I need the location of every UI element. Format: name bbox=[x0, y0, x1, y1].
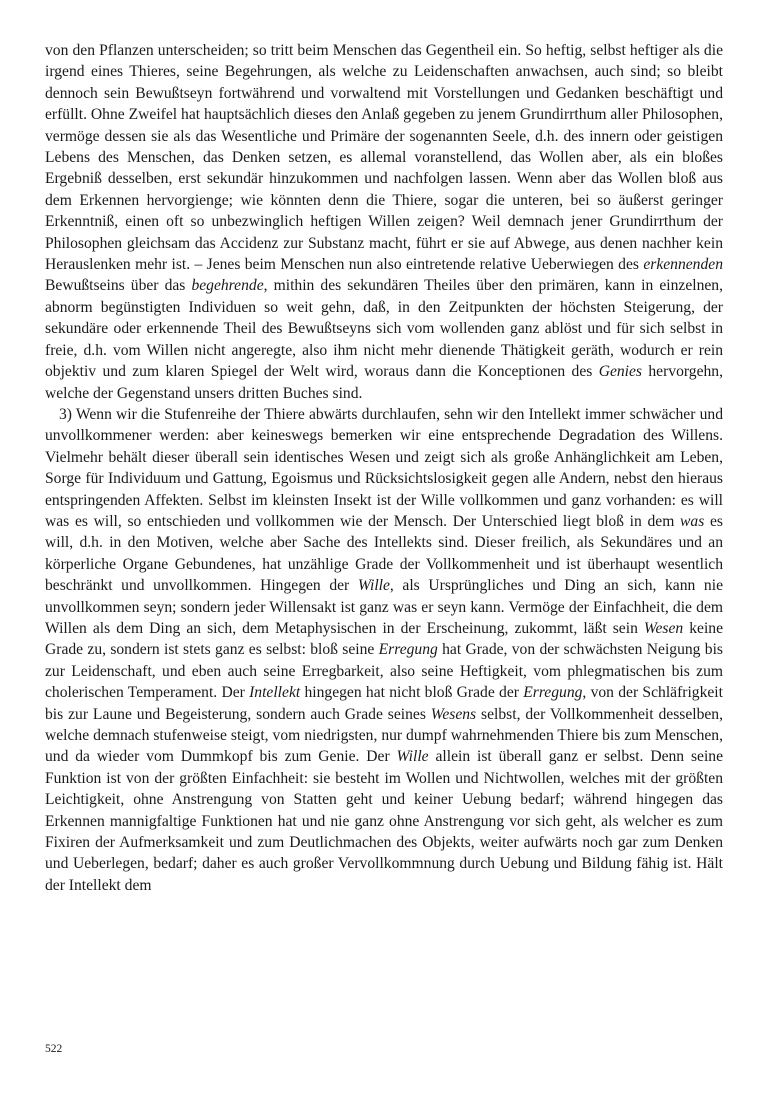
page-body bbox=[45, 40, 723, 896]
text-run: hingegen hat nicht bloß Grade der bbox=[300, 684, 524, 702]
text-run: keine Grade zu, sondern ist stets ganz es selbst: bloß seine bbox=[45, 619, 724, 659]
emphasized-text: Wille bbox=[357, 577, 390, 595]
text-run: allein ist überall ganz er selbst. Denn seine Funktion ist von der größten Einfachheit: sie besteht im Wollen und Nichtwollen, welches mit der größten Leichtigkeit, ohne Anstrengung von Statten geht und keiner Uebung bedarf; während hingegen das Erkennen mannigfaltige Funktionen hat und nie ganz ohne Anstrengung vor sich geht, als welcher es zum Fixiren der Aufmerksamkeit und zum Deutlichmachen des Objekts, weiter aufwärts noch gar zum Denken und Ueberlegen, bedarf; daher es auch großer Vervollkommnung durch Uebung und Bildung fähig ist. Hält der Intellekt dem bbox=[45, 748, 724, 894]
text-run: 3) Wenn wir die Stufenreihe der Thiere abwärts durchlaufen, sehn wir den Intellekt immer schwächer und unvollkommener werden: aber keineswegs bemerken wir eine entsprechende Degradation des Willens. Vielmehr behält dieser überall sein identisches Wesen und zeigt sich als große Anhänglichkeit am Leben, Sorge für Individuum und Gattung, Egoismus und Rücksichtslosigkeit gegen alle Andern, nebst den hieraus entspringenden Affekten. Selbst im kleinsten Insekt ist der Wille vollkommen und ganz vorhanden: es will was es will, so entschieden und vollkommen wie der Mensch. Der Unterschied liegt bloß in dem bbox=[45, 405, 723, 530]
text-block bbox=[45, 40, 723, 896]
emphasized-text: Wille bbox=[396, 748, 429, 766]
text-run: Bewußtseins über das bbox=[45, 277, 192, 295]
text-run: es will, d.h. in den Motiven, welche aber Sache des Intellekts sind. Dieser freilich, als Sekundäres und an körperliche Organe Gebundenes, hat unzählige Grade der Vollkommenheit und ist überhaupt wesentlich beschränkt und unvollkommen. Hingegen der bbox=[45, 512, 723, 595]
emphasized-text: Erregung bbox=[378, 641, 438, 659]
text-run: hervorgehn, welche der Gegenstand unsers dritten Buches sind. bbox=[45, 363, 723, 402]
text-run: , mithin des sekundären Theiles über den primären, kann in einzelnen, abnorm begünstigten Individuen so weit gehn, daß, in den Zeitpunkten der höchsten Steigerung, der sekundäre oder erkennende Theil des Bewußtseyns sich vom wollenden ganz ablöst und für sich selbst in freie, d.h. vom Willen nicht angeregte, also ihm nicht mehr dienende Thätigkeit geräth, wodurch er rein objektiv und zum klaren Spiegel der Welt wird, woraus dann die Konceptionen des bbox=[45, 277, 723, 381]
emphasized-text: Genies bbox=[598, 363, 642, 381]
emphasized-text: Intellekt bbox=[249, 684, 301, 702]
paragraph bbox=[45, 40, 723, 404]
emphasized-text: erkennenden bbox=[643, 256, 723, 274]
emphasized-text: Wesens bbox=[430, 705, 477, 723]
text-run: hat Grade, von der schwächsten Neigung bis zur Leidenschaft, und eben auch seine Erregbarkeit, also seine Heftigkeit, vom phlegmatischen bis zum cholerischen Temperament. Der bbox=[45, 641, 723, 702]
text-run: , von der Schläfrigkeit bis zur Laune und Begeisterung, sondern auch Grade seines bbox=[45, 684, 723, 723]
paragraph bbox=[45, 404, 723, 896]
emphasized-text: begehrende bbox=[191, 277, 264, 295]
page-number: 522 bbox=[45, 1043, 63, 1055]
emphasized-text: Erregung bbox=[523, 684, 583, 702]
text-run: selbst, der Vollkommenheit desselben, welche demnach stufenweise steigt, vom niedrigsten, nur dumpf wahrnehmenden Thiere bis zum Menschen, und da wieder vom Dummkopf bis zum Genie. Der bbox=[45, 705, 723, 766]
emphasized-text: was bbox=[680, 512, 705, 530]
emphasized-text: Wesen bbox=[643, 619, 684, 637]
text-run: , als Ursprüngliches und Ding an sich, kann nie unvollkommen seyn; sondern jeder Willensakt ist ganz was er seyn kann. Vermöge der Einfachheit, die dem Willen als dem Ding an sich, dem Metaphysischen in der Erscheinung, zukommt, läßt sein bbox=[45, 577, 723, 637]
text-run: von den Pflanzen unterscheiden; so tritt beim Menschen das Gegentheil ein. So heftig, selbst heftiger als die irgend eines Thieres, seine Begehrungen, als welche zu Leidenschaften anwachsen, auch sind; so bleibt dennoch sein Bewußtseyn fortwährend und vorwaltend mit Vorstellungen und Gedanken beschäftigt und erfüllt. Ohne Zweifel hat hauptsächlich dieses den Anlaß gegeben zu jenem Grundirrthum aller Philosophen, vermöge dessen sie als das Wesentliche und Primäre der sogenannten Seele, d.h. des innern oder geistigen Lebens des Menschen, das Denken setzen, es allemal voranstellend, das Wollen aber, als ein bloßes Ergebniß desselben, erst sekundär hinzukommen und nachfolgen lassen. Wenn aber das Wollen bloß aus dem Erkennen hervorgienge; wie könnten denn die Thiere, sogar die unteren, bei so äußerst geringer Erkenntniß, einen oft so unbezwinglich heftigen Willen zeigen? Weil demnach jener Grundirrthum der Philosophen gleichsam das Accidenz zur Substanz macht, führt er sie auf Abwege, aus denen nachher kein Herauslenken mehr ist. – Jenes beim Menschen nun also eintretende relative Ueberwiegen des bbox=[45, 42, 723, 274]
